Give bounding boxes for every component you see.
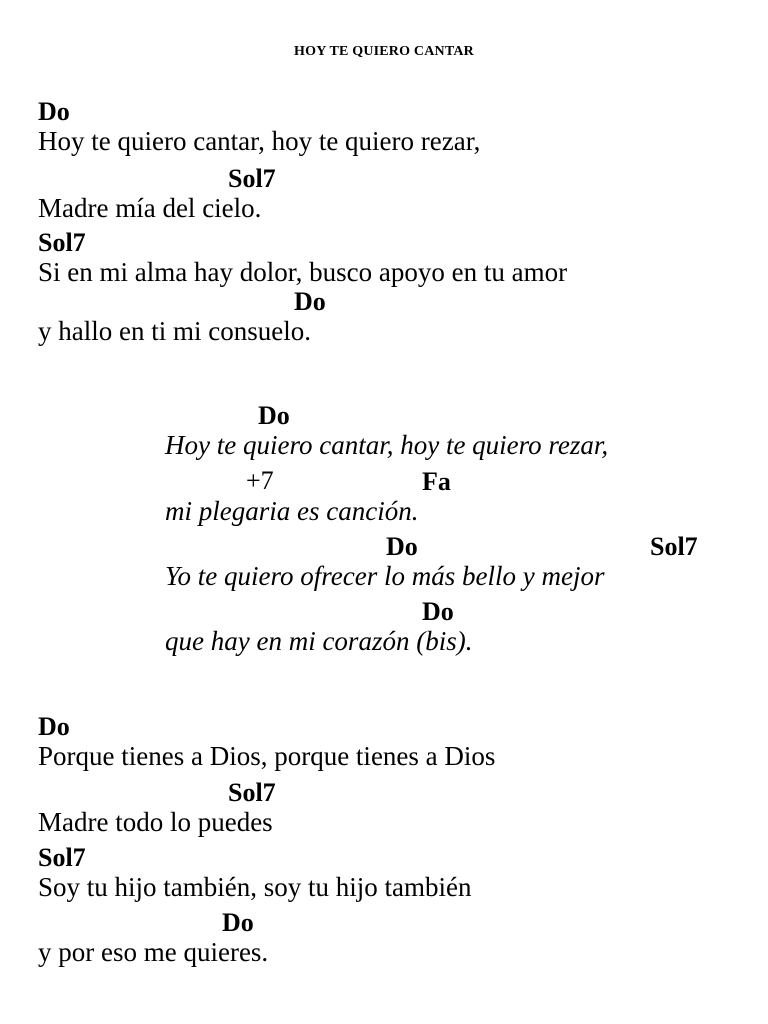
lyric-line: Madre todo lo puedes <box>38 807 273 837</box>
chord-label: +7 <box>246 466 274 495</box>
lyric-line: Madre mía del cielo. <box>38 193 262 223</box>
chord-label: Do <box>294 287 326 316</box>
song-title: HOY TE QUIERO CANTAR <box>294 44 474 59</box>
chord-label: Do <box>386 532 418 561</box>
lyric-line: Yo te quiero ofrecer lo más bello y mejor <box>165 561 605 591</box>
lyric-line: Hoy te quiero cantar, hoy te quiero rezar, <box>165 430 609 460</box>
lyric-line: Hoy te quiero cantar, hoy te quiero rezar, <box>38 126 481 156</box>
chord-label: Sol7 <box>38 843 86 872</box>
chord-label: Sol7 <box>650 532 698 561</box>
lyric-line: que hay en mi corazón (bis). <box>165 626 473 656</box>
chord-label: Do <box>38 712 70 741</box>
lyric-line: mi plegaria es canción. <box>165 496 419 526</box>
chord-label: Do <box>258 401 290 430</box>
lyric-line: y por eso me quieres. <box>38 937 269 967</box>
chord-label: Do <box>422 597 454 626</box>
chord-label: Sol7 <box>228 164 276 193</box>
chord-label: Do <box>222 908 254 937</box>
chord-label: Do <box>38 97 70 126</box>
lyric-line: Si en mi alma hay dolor, busco apoyo en tu amor <box>38 257 568 287</box>
lyric-line: Soy tu hijo también, soy tu hijo también <box>38 872 472 902</box>
chord-label: Sol7 <box>228 778 276 807</box>
chord-label: Fa <box>422 467 451 496</box>
chord-label: Sol7 <box>38 228 86 257</box>
lyric-line: Porque tienes a Dios, porque tienes a Dios <box>38 741 496 771</box>
lyric-line: y hallo en ti mi consuelo. <box>38 316 311 346</box>
